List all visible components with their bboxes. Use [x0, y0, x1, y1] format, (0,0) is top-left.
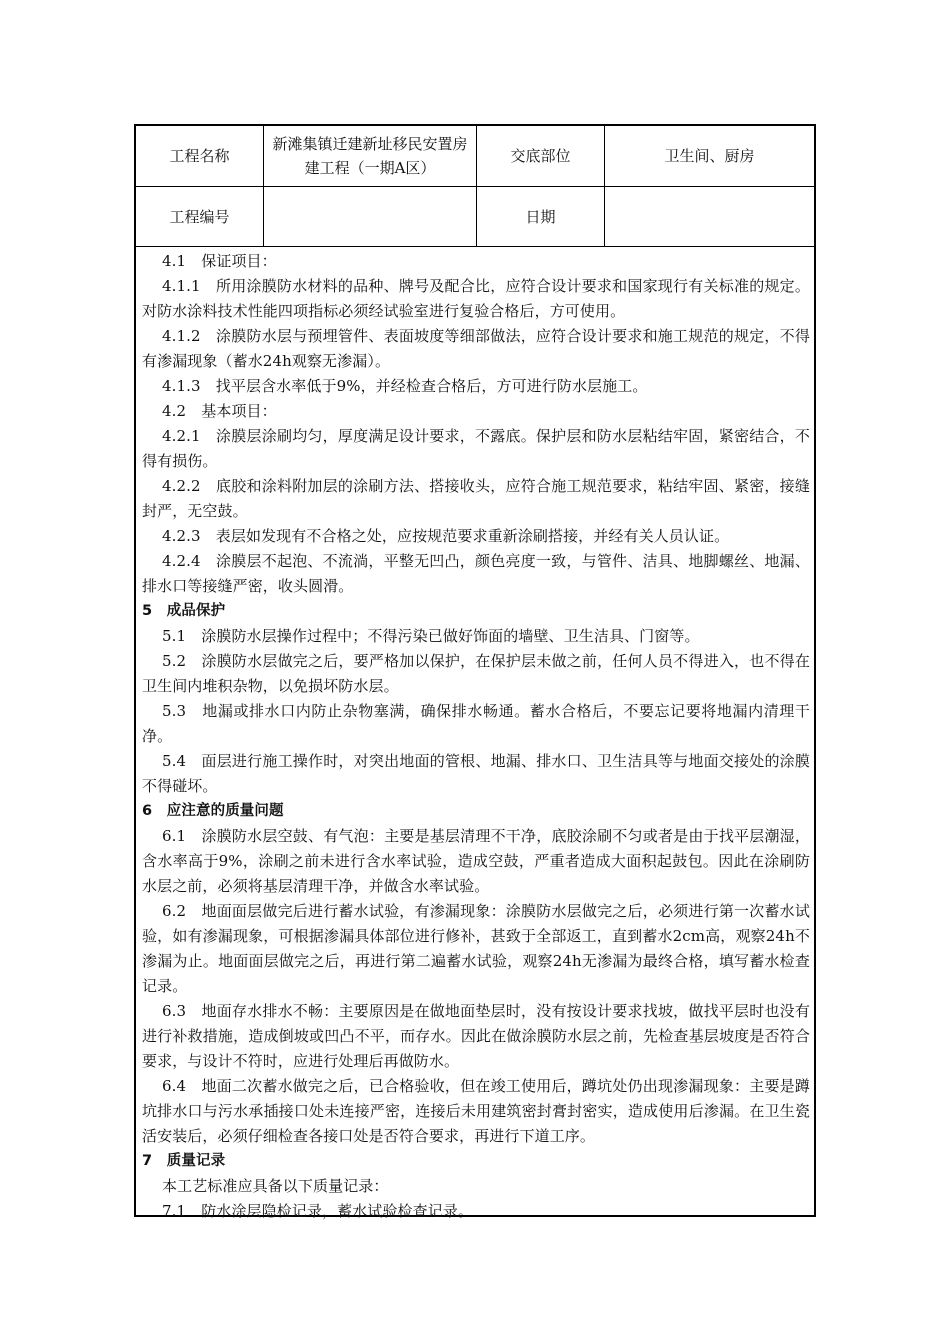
header-row-2: [136, 187, 814, 247]
paragraph: 6.4 地面二次蓄水做完之后，已合格验收，但在竣工使用后，蹲坑处仍出现渗漏现象：主要是蹲坑排水口与污水承插接口处未连接严密，连接后未用建筑密封膏封密实，造成使用后渗漏。在卫生瓷活安装后，必须仔细检查各接口处是否符合要求，再进行下道工序。: [142, 1077, 810, 1145]
section-heading: 5 成品保护: [142, 603, 226, 619]
paragraph: 4.2.4 涂膜层不起泡、不流淌，平整无凹凸，颜色亮度一致，与管件、洁具、地脚螺丝、地漏、排水口等接缝严密，收头圆滑。: [142, 552, 810, 595]
paragraph: 5.4 面层进行施工操作时，对突出地面的管根、地漏、排水口、卫生洁具等与地面交接处的涂膜不得碰坏。: [142, 752, 810, 795]
document-table: [134, 124, 816, 1220]
section-heading: 7 质量记录: [142, 1153, 226, 1169]
paragraph: 4.1 保证项目：: [162, 252, 277, 270]
paragraph: 5.3 地漏或排水口内防止杂物塞满，确保排水畅通。蓄水合格后，不要忘记要将地漏内清理干净。: [142, 702, 810, 745]
paragraph: 7.1 防水涂层隐检记录，蓄水试验检查记录。: [162, 1202, 474, 1220]
paragraph: 4.1.2 涂膜防水层与预埋管件、表面坡度等细部做法，应符合设计要求和施工规范的规定，不得有渗漏现象（蓄水24h观察无渗漏）。: [142, 327, 810, 370]
paragraph: 4.2.2 底胶和涂料附加层的涂刷方法、搭接收头，应符合施工规范要求，粘结牢固、紧密，接缝封严，无空鼓。: [142, 477, 810, 520]
date-value: [604, 187, 814, 246]
paragraph: 5.1 涂膜防水层操作过程中；不得污染已做好饰面的墙壁、卫生洁具、门窗等。: [162, 627, 700, 645]
paragraph: 6.2 地面面层做完后进行蓄水试验，有渗漏现象：涂膜防水层做完之后，必须进行第一次蓄水试验，如有渗漏现象，可根据渗漏具体部位进行修补，甚致于全部返工，直到蓄水2cm高，观察24h不渗漏为止。地面面层做完之后，再进行第二遍蓄水试验，观察24h无渗漏为最终合格，填写蓄水检查记录。: [142, 902, 810, 995]
header-row-1: [136, 126, 814, 187]
date-label: 日期: [476, 187, 604, 246]
project-name-label: 工程名称: [169, 147, 230, 165]
part-label: 交底部位: [476, 126, 604, 186]
part-value: 卫生间、厨房: [604, 126, 814, 186]
paragraph: 5.2 涂膜防水层做完之后，要严格加以保护，在保护层未做之前，任何人员不得进入，也不得在卫生间内堆积杂物，以免损坏防水层。: [142, 652, 810, 695]
paragraph: 6.1 涂膜防水层空鼓、有气泡：主要是基层清理不干净，底胶涂刷不匀或者是由于找平层潮湿，含水率高于9%，涂刷之前未进行含水率试验，造成空鼓，严重者造成大面积起鼓包。因此在涂刷防水层之前，必须将基层清理干净，并做含水率试验。: [142, 827, 810, 895]
project-no-value: [263, 187, 476, 246]
paragraph: 4.1.3 找平层含水率低于9%，并经检查合格后，方可进行防水层施工。: [162, 377, 648, 395]
paragraph: 本工艺标准应具备以下质量记录：: [162, 1177, 389, 1195]
content-body: [136, 247, 814, 1224]
paragraph: 4.2 基本项目：: [162, 402, 277, 420]
paragraph: 4.2.1 涂膜层涂刷均匀，厚度满足设计要求，不露底。保护层和防水层粘结牢固，紧密结合，不得有损伤。: [142, 427, 810, 470]
section-heading: 6 应注意的质量问题: [142, 803, 284, 819]
paragraph: 4.1.1 所用涂膜防水材料的品种、牌号及配合比，应符合设计要求和国家现行有关标准的规定。对防水涂料技术性能四项指标必须经试验室进行复验合格后，方可使用。: [142, 277, 810, 320]
paragraph: 6.3 地面存水排水不畅：主要原因是在做地面垫层时，没有按设计要求找坡，做找平层时也没有进行补救措施，造成倒坡或凹凸不平，而存水。因此在做涂膜防水层之前，先检查基层坡度是否符合要求，与设计不符时，应进行处理后再做防水。: [142, 1002, 810, 1070]
project-name-value: 新滩集镇迁建新址移民安置房建工程（一期A区）: [263, 126, 476, 186]
paragraph: 4.2.3 表层如发现有不合格之处，应按规范要求重新涂刷搭接，并经有关人员认证。: [162, 527, 730, 545]
project-no-label: 工程编号: [169, 207, 230, 226]
header-table: [136, 126, 814, 247]
